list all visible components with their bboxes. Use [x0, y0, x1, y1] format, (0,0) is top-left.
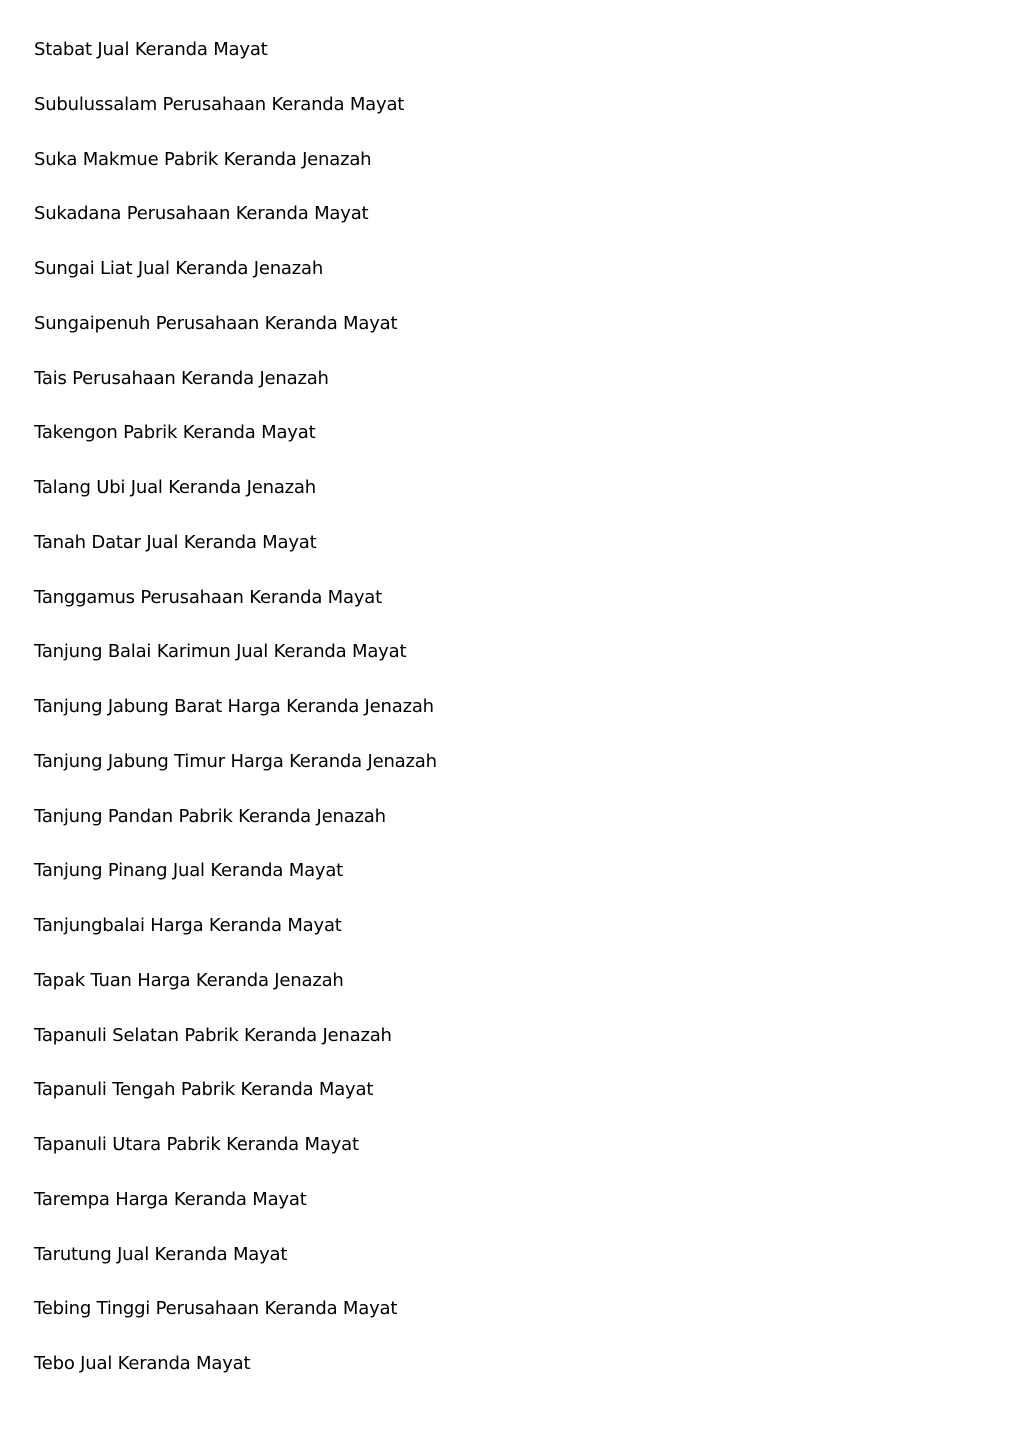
list-item: Sungaipenuh Perusahaan Keranda Mayat — [34, 312, 398, 334]
list-item: Tapak Tuan Harga Keranda Jenazah — [34, 969, 344, 991]
list-item: Tarutung Jual Keranda Mayat — [34, 1243, 288, 1265]
list-item: Takengon Pabrik Keranda Mayat — [34, 422, 316, 444]
list-item: Tapanuli Selatan Pabrik Keranda Jenazah — [34, 1024, 392, 1046]
list-item: Sungai Liat Jual Keranda Jenazah — [34, 258, 324, 279]
list-item: Sukadana Perusahaan Keranda Mayat — [34, 203, 369, 225]
list-item: Subulussalam Perusahaan Keranda Mayat — [34, 93, 405, 115]
list-item: Stabat Jual Keranda Mayat — [34, 39, 268, 60]
list-item: Tapanuli Tengah Pabrik Keranda Mayat — [34, 1079, 374, 1101]
list-item: Suka Makmue Pabrik Keranda Jenazah — [34, 148, 372, 170]
list-item: Tanjungbalai Harga Keranda Mayat — [34, 915, 342, 936]
text-list — [34, 36, 437, 1405]
list-item: Tarempa Harga Keranda Mayat — [34, 1188, 307, 1210]
list-item: Tanjung Pandan Pabrik Keranda Jenazah — [34, 805, 386, 827]
list-item: Tanjung Jabung Barat Harga Keranda Jenazah — [34, 696, 434, 717]
list-item: Tanah Datar Jual Keranda Mayat — [34, 531, 317, 553]
list-item: Tais Perusahaan Keranda Jenazah — [34, 367, 329, 389]
list-item: Tebo Jual Keranda Mayat — [34, 1353, 251, 1374]
list-item: Tapanuli Utara Pabrik Keranda Mayat — [34, 1134, 359, 1155]
list-item: Tanjung Jabung Timur Harga Keranda Jenazah — [34, 750, 437, 772]
list-item: Tebing Tinggi Perusahaan Keranda Mayat — [34, 1298, 398, 1320]
list-item: Tanjung Balai Karimun Jual Keranda Mayat — [34, 641, 407, 663]
list-item: Talang Ubi Jual Keranda Jenazah — [34, 477, 316, 498]
list-item: Tanggamus Perusahaan Keranda Mayat — [34, 586, 382, 608]
list-item: Tanjung Pinang Jual Keranda Mayat — [34, 860, 344, 882]
